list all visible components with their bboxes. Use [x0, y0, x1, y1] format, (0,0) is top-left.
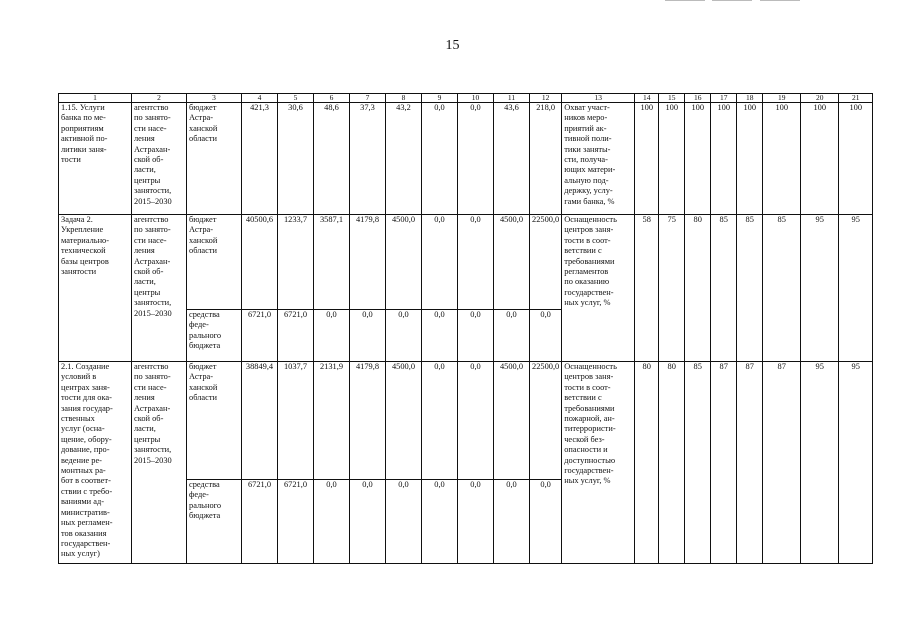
indicator-cell: Оснащенность центров заня- тости в соот- ветствии с требованиями регламентов по оказанию государствен- ных услуг, % [562, 215, 635, 362]
funding-value-cell: 22500,0 [530, 215, 562, 310]
funding-value-cell: 48,6 [314, 103, 350, 215]
target-value-cell: 95 [839, 215, 873, 362]
funding-value-cell: 2131,9 [314, 362, 350, 480]
executor-cell: агентство по занято- сти насе- ления Астрахан- ской об- ласти, центры занятости, 2015–2030 [132, 103, 187, 215]
funding-value-cell: 4179,8 [350, 362, 386, 480]
funding-value-cell: 421,3 [242, 103, 278, 215]
funding-value-cell: 37,3 [350, 103, 386, 215]
funding-value-cell: 6721,0 [242, 310, 278, 362]
target-value-cell: 100 [737, 103, 763, 215]
funding-value-cell: 30,6 [278, 103, 314, 215]
funding-value-cell: 3587,1 [314, 215, 350, 310]
target-value-cell: 95 [839, 362, 873, 564]
column-number: 19 [763, 94, 801, 103]
target-value-cell: 100 [635, 103, 659, 215]
executor-cell: агентство по занято- сти насе- ления Астрахан- ской об- ласти, центры занятости, 2015–2030 [132, 215, 187, 362]
column-number: 18 [737, 94, 763, 103]
column-number: 14 [635, 94, 659, 103]
header-rule-2 [712, 0, 752, 1]
funding-value-cell: 0,0 [530, 480, 562, 564]
target-value-cell: 85 [763, 215, 801, 362]
target-value-cell: 85 [711, 215, 737, 362]
funding-value-cell: 38849,4 [242, 362, 278, 480]
funding-source-cell: бюджет Астра- ханской области [187, 103, 242, 215]
funding-value-cell: 0,0 [422, 480, 458, 564]
indicator-cell: Оснащенность центров заня- тости в соот- ветствии с требованиями пожарной, ан- титеррористи- ческой без- опасности и доступностью государствен- ных услуг, % [562, 362, 635, 564]
column-number: 8 [386, 94, 422, 103]
funding-value-cell: 0,0 [458, 215, 494, 310]
table-row [59, 103, 873, 215]
funding-value-cell: 0,0 [422, 362, 458, 480]
funding-value-cell: 4500,0 [494, 362, 530, 480]
column-number: 16 [685, 94, 711, 103]
column-number: 5 [278, 94, 314, 103]
funding-value-cell: 0,0 [494, 480, 530, 564]
executor-cell: агентство по занято- сти насе- ления Астрахан- ской об- ласти, центры занятости, 2015–2030 [132, 362, 187, 564]
table-row [59, 362, 873, 480]
target-value-cell: 85 [685, 362, 711, 564]
target-value-cell: 58 [635, 215, 659, 362]
column-number: 7 [350, 94, 386, 103]
target-value-cell: 100 [839, 103, 873, 215]
funding-value-cell: 0,0 [422, 310, 458, 362]
header-rule-3 [760, 0, 800, 1]
target-value-cell: 100 [685, 103, 711, 215]
column-number: 1 [59, 94, 132, 103]
funding-value-cell: 40500,6 [242, 215, 278, 310]
funding-value-cell: 0,0 [314, 310, 350, 362]
indicator-cell: Охват участ- ников меро- приятий ак- тивной поли- тики заняты- сти, получа- ющих матери- альную под- держку, услу- гами банка, % [562, 103, 635, 215]
target-value-cell: 87 [737, 362, 763, 564]
target-value-cell: 87 [763, 362, 801, 564]
measure-cell: 1.15. Услуги банка по ме- роприятиям активной по- литики заня- тости [59, 103, 132, 215]
funding-value-cell: 1233,7 [278, 215, 314, 310]
funding-value-cell: 4500,0 [386, 215, 422, 310]
funding-value-cell: 0,0 [386, 480, 422, 564]
target-value-cell: 100 [659, 103, 685, 215]
target-value-cell: 95 [801, 215, 839, 362]
column-number: 6 [314, 94, 350, 103]
funding-value-cell: 6721,0 [242, 480, 278, 564]
funding-value-cell: 0,0 [422, 103, 458, 215]
funding-value-cell: 0,0 [458, 362, 494, 480]
funding-value-cell: 0,0 [422, 215, 458, 310]
column-number: 12 [530, 94, 562, 103]
funding-value-cell: 0,0 [530, 310, 562, 362]
funding-source-cell: средства феде- рального бюджета [187, 480, 242, 564]
column-number: 3 [187, 94, 242, 103]
column-number: 13 [562, 94, 635, 103]
measure-cell: 2.1. Создание условий в центрах заня- тости для ока- зания государ- ственных услуг (осна- щение, обору- дование, про- ведение ре- монтных ра- бот в соответ- ствии с требо- ваниями ад- министратив- ных регламен- тов оказания государствен- ных услуг) [59, 362, 132, 564]
funding-value-cell: 4179,8 [350, 215, 386, 310]
funding-value-cell: 0,0 [386, 310, 422, 362]
table-row [59, 215, 873, 310]
funding-value-cell: 4500,0 [494, 215, 530, 310]
funding-value-cell: 6721,0 [278, 310, 314, 362]
target-value-cell: 87 [711, 362, 737, 564]
funding-value-cell: 0,0 [314, 480, 350, 564]
column-number: 4 [242, 94, 278, 103]
program-table [58, 93, 873, 564]
funding-source-cell: бюджет Астра- ханской области [187, 362, 242, 480]
target-value-cell: 100 [711, 103, 737, 215]
target-value-cell: 80 [659, 362, 685, 564]
funding-value-cell: 43,6 [494, 103, 530, 215]
target-value-cell: 80 [685, 215, 711, 362]
column-number: 20 [801, 94, 839, 103]
funding-value-cell: 0,0 [458, 103, 494, 215]
funding-value-cell: 0,0 [350, 310, 386, 362]
column-number: 11 [494, 94, 530, 103]
funding-value-cell: 4500,0 [386, 362, 422, 480]
column-number: 17 [711, 94, 737, 103]
column-number: 15 [659, 94, 685, 103]
funding-value-cell: 6721,0 [278, 480, 314, 564]
funding-value-cell: 0,0 [458, 310, 494, 362]
target-value-cell: 100 [763, 103, 801, 215]
funding-value-cell: 218,0 [530, 103, 562, 215]
funding-source-cell: средства феде- рального бюджета [187, 310, 242, 362]
funding-value-cell: 0,0 [350, 480, 386, 564]
page-number: 15 [445, 38, 460, 53]
column-number: 9 [422, 94, 458, 103]
funding-source-cell: бюджет Астра- ханской области [187, 215, 242, 310]
column-number: 10 [458, 94, 494, 103]
funding-value-cell: 43,2 [386, 103, 422, 215]
target-value-cell: 75 [659, 215, 685, 362]
target-value-cell: 85 [737, 215, 763, 362]
funding-value-cell: 0,0 [458, 480, 494, 564]
funding-value-cell: 22500,0 [530, 362, 562, 480]
measure-cell: Задача 2. Укрепление материально- технической базы центров занятости [59, 215, 132, 362]
column-number: 2 [132, 94, 187, 103]
column-number-row [59, 94, 873, 103]
target-value-cell: 100 [801, 103, 839, 215]
target-value-cell: 95 [801, 362, 839, 564]
funding-value-cell: 0,0 [494, 310, 530, 362]
funding-value-cell: 1037,7 [278, 362, 314, 480]
column-number: 21 [839, 94, 873, 103]
header-rule-1 [665, 0, 705, 1]
target-value-cell: 80 [635, 362, 659, 564]
